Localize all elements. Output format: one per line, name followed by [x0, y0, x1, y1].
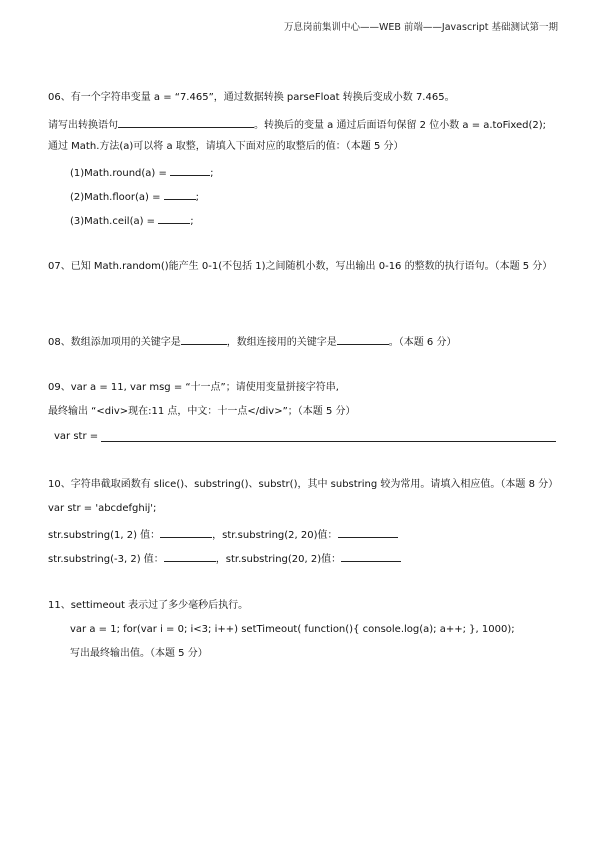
q10-line3	[48, 526, 398, 543]
q6-line1: 06、有一个字符串变量 a = “7.465”，通过数据转换 parseFloat 转换后变成小数 7.465。	[48, 92, 455, 103]
q11-line2: var a = 1; for(var i = 0; i<3; i++) setTimeout( function(){ console.log(a); a++; }, 1000);	[70, 624, 515, 635]
q10-sub4-blank[interactable]	[341, 550, 401, 562]
q8-part2: ，数组连接用的关键字是	[226, 337, 337, 348]
q8-concat-blank[interactable]	[337, 333, 389, 345]
q6-round-blank[interactable]	[170, 164, 210, 176]
q6-ceil-semicolon: ;	[190, 216, 194, 227]
q6-floor	[70, 188, 199, 205]
q6-floor-blank[interactable]	[164, 188, 196, 200]
q10-sub1-blank[interactable]	[160, 526, 212, 538]
q11-line3: 写出最终输出值。（本题 5 分）	[70, 648, 208, 659]
q10-sub2-label: ，str.substring(2, 20)值：	[212, 530, 338, 541]
q11-line1: 11、settimeout 表示过了多少毫秒后执行。	[48, 600, 249, 611]
q8-line1	[48, 333, 456, 350]
q10-sub3-label: str.substring(-3, 2) 值：	[48, 554, 164, 565]
q6-answer-blank[interactable]	[118, 116, 254, 128]
q10-sub1-label: str.substring(1, 2) 值：	[48, 530, 161, 541]
q6-line2-suffix: 。转换后的变量 a 通过后面语句保留 2 位小数 a = a.toFixed(2);	[254, 120, 547, 131]
q10-line2: var str = 'abcdefghij';	[48, 503, 157, 514]
q10-line1: 10、字符串截取函数有 slice()、substring()、substr()，其中 substring 较为常用。请填入相应值。（本题 8 分）	[48, 479, 559, 490]
q10-sub4-label: ，str.substring(20, 2)值：	[215, 554, 342, 565]
q6-line2-prefix: 请写出转换语句	[48, 120, 118, 131]
q6-floor-semicolon: ;	[195, 192, 200, 203]
q8-part1: 08、数组添加项用的关键字是	[48, 337, 181, 348]
q9-line3: var str =	[54, 431, 99, 442]
q9-answer-underline[interactable]	[101, 441, 556, 442]
q7-line1: 07、已知 Math.random()能产生 0-1(不包括 1)之间随机小数，写出输出 0-16 的整数的执行语句。（本题 5 分）	[48, 261, 553, 272]
q9-line1: 09、var a = 11, var msg = “十一点”；请使用变量拼接字符串,	[48, 382, 339, 393]
q6-ceil-label: (3)Math.ceil(a) =	[70, 216, 159, 227]
q9-line2: 最终输出 “<div>现在:11 点，中文：十一点</div>”；（本题 5 分）	[48, 406, 356, 417]
q10-sub2-blank[interactable]	[338, 526, 398, 538]
q6-line2	[48, 116, 546, 133]
q8-add-blank[interactable]	[181, 333, 227, 345]
q6-ceil	[70, 212, 194, 229]
q6-ceil-blank[interactable]	[158, 212, 190, 224]
q8-part3: 。（本题 6 分）	[388, 337, 457, 348]
q6-line3: 通过 Math.方法(a)可以将 a 取整，请填入下面对应的取整后的值：（本题 5 分）	[48, 141, 404, 152]
q6-round-semicolon: ;	[210, 168, 214, 179]
q6-round-label: (1)Math.round(a) =	[70, 168, 171, 179]
q10-line4	[48, 550, 401, 567]
page-header: 万息岗前集训中心——WEB 前端——Javascript 基础测试第一期	[284, 22, 558, 33]
q10-sub3-blank[interactable]	[164, 550, 216, 562]
q6-round	[70, 164, 213, 181]
q6-floor-label: (2)Math.floor(a) =	[70, 192, 164, 203]
